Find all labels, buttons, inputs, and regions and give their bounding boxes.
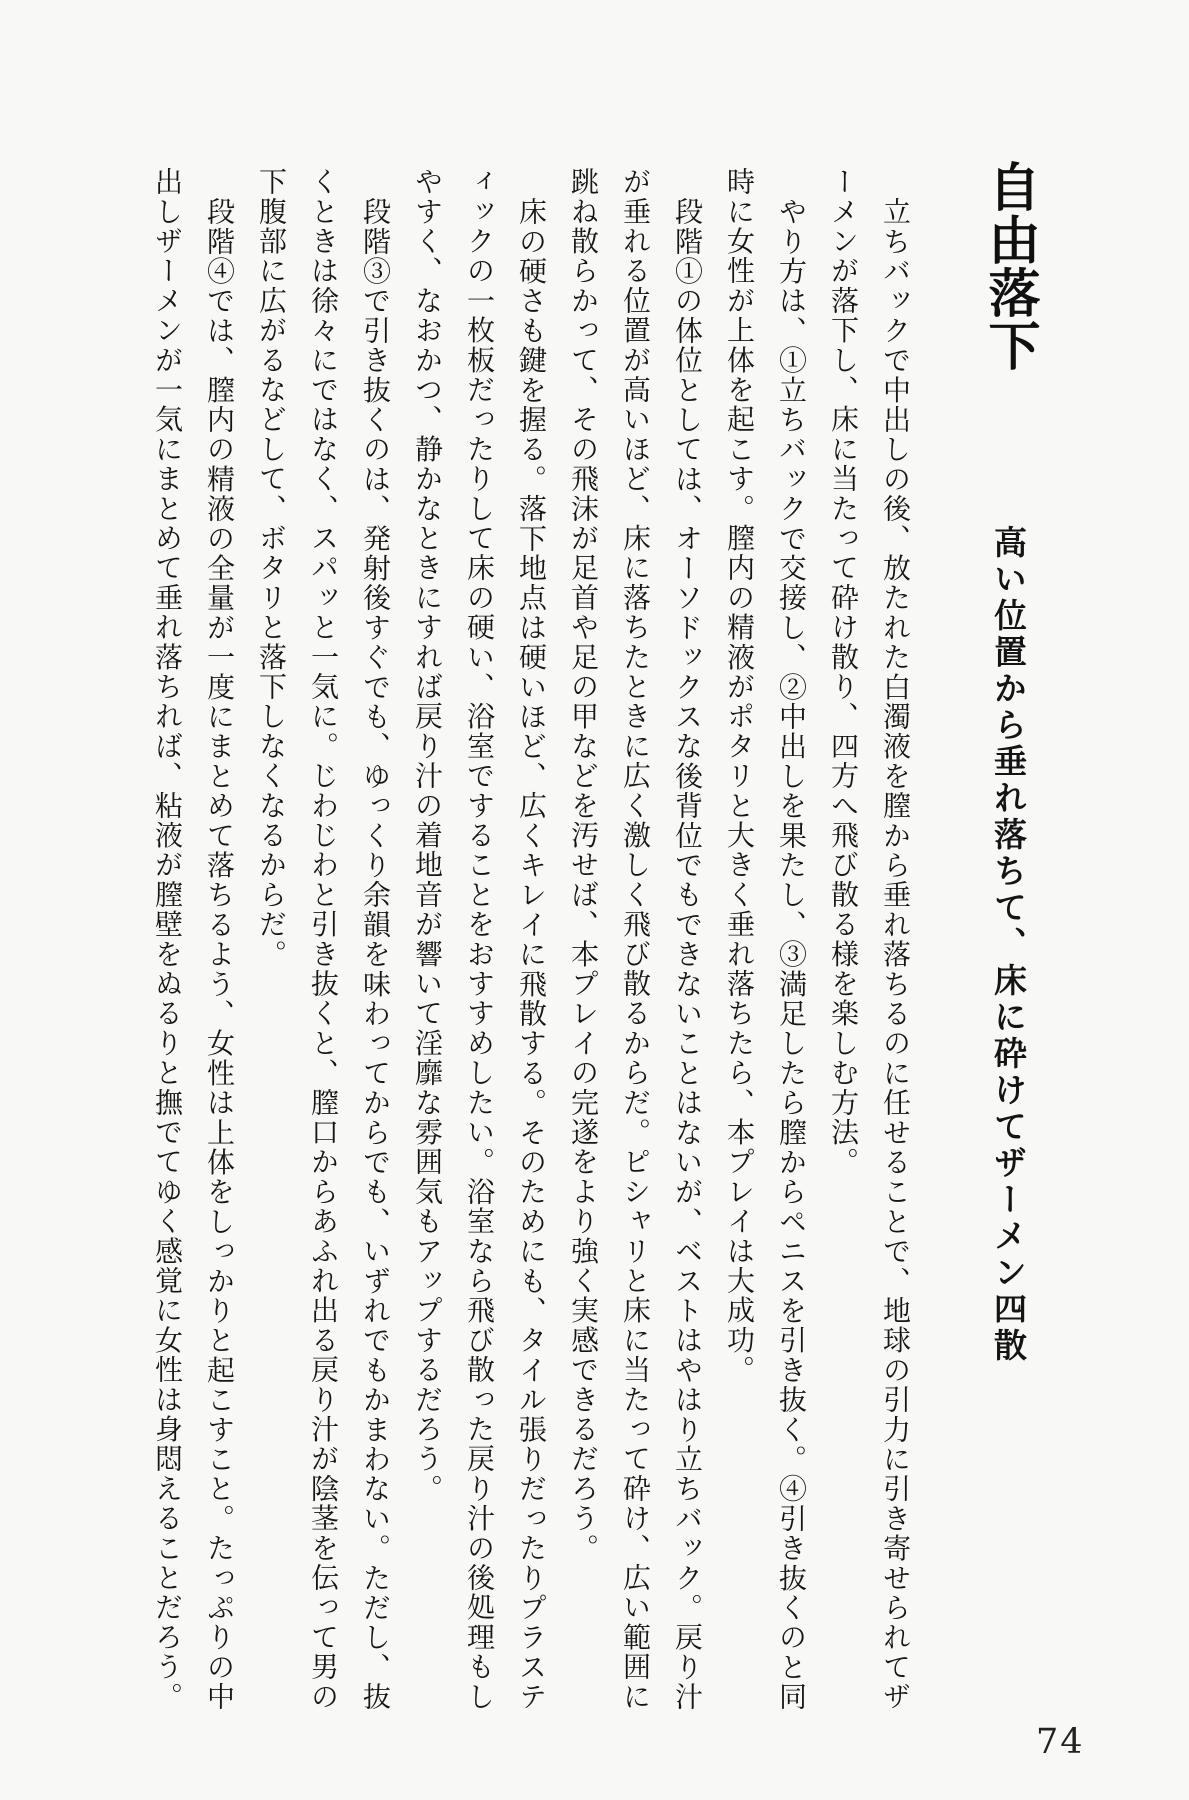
body-line: 出しザーメンが一気にまとめて垂れ落ちれば、粘液が膣壁をぬるりと撫でてゆく感覚に女性は身悶えることだろう。	[151, 167, 184, 1712]
body-line: 段階①の体位としては、オーソドックスな後背位でもできないことはないが、ベストはやはり立ちバック。戻り汁	[671, 197, 704, 1712]
body-line: やり方は、①立ちバックで交接し、②中出しを果たし、③満足したら膣からペニスを引き抜く。④引き抜くのと同	[775, 197, 808, 1712]
body-line: くときは徐々にではなく、スパッと一気に。じわじわと引き抜くと、膣口からあふれ出る戻り汁が陰茎を伝って男の	[307, 167, 340, 1712]
body-line: 段階④では、膣内の精液の全量が一度にまとめて落ちるよう、女性は上体をしっかりと起こすこと。たっぷりの中	[203, 197, 236, 1712]
body-line: 時に女性が上体を起こす。膣内の精液がポタリと大きく垂れ落ちたら、本プレイは大成功。	[723, 167, 756, 1385]
body-line: ーメンが落下し、床に当たって砕け散り、四方へ飛び散る様を楽しむ方法。	[827, 167, 860, 1177]
body-line: 下腹部に広がるなどして、ボタリと落下しなくなるからだ。	[255, 167, 288, 969]
body-line: 床の硬さも鍵を握る。落下地点は硬いほど、広くキレイに飛散する。そのためにも、タイル張りだったりプラステ	[515, 197, 548, 1712]
body-line: が垂れる位置が高いほど、床に落ちたときに広く激しく飛び散るからだ。ピシャリと床に当たって砕け、広い範囲に	[619, 167, 652, 1712]
body-line: やすく、なおかつ、静かなときにすれば戻り汁の着地音が響いて淫靡な雰囲気もアップするだろう。	[411, 167, 444, 1504]
page-subtitle: 高い位置から垂れ落ちて、床に砕けてザーメン四散	[989, 525, 1028, 1365]
body-line: 立ちバックで中出しの後、放たれた白濁液を膣から垂れ落ちるのに任せることで、地球の引力に引き寄せられてザ	[879, 197, 912, 1712]
page-number: 74	[1036, 1722, 1085, 1762]
body-line: ィックの一枚板だったりして床の硬い、浴室ですることをおすすめしたい。浴室なら飛び散った戻り汁の後処理もし	[463, 167, 496, 1712]
body-line: 段階③で引き抜くのは、発射後すぐでも、ゆっくり余韻を味わってからでも、いずれでもかまわない。ただし、抜	[359, 197, 392, 1712]
body-line: 跳ね散らかって、その飛沫が足首や足の甲などを汚せば、本プレイの完遂をより強く実感できるだろう。	[567, 167, 600, 1563]
body-text	[141, 167, 921, 1712]
page-title: 自由落下	[979, 160, 1040, 372]
